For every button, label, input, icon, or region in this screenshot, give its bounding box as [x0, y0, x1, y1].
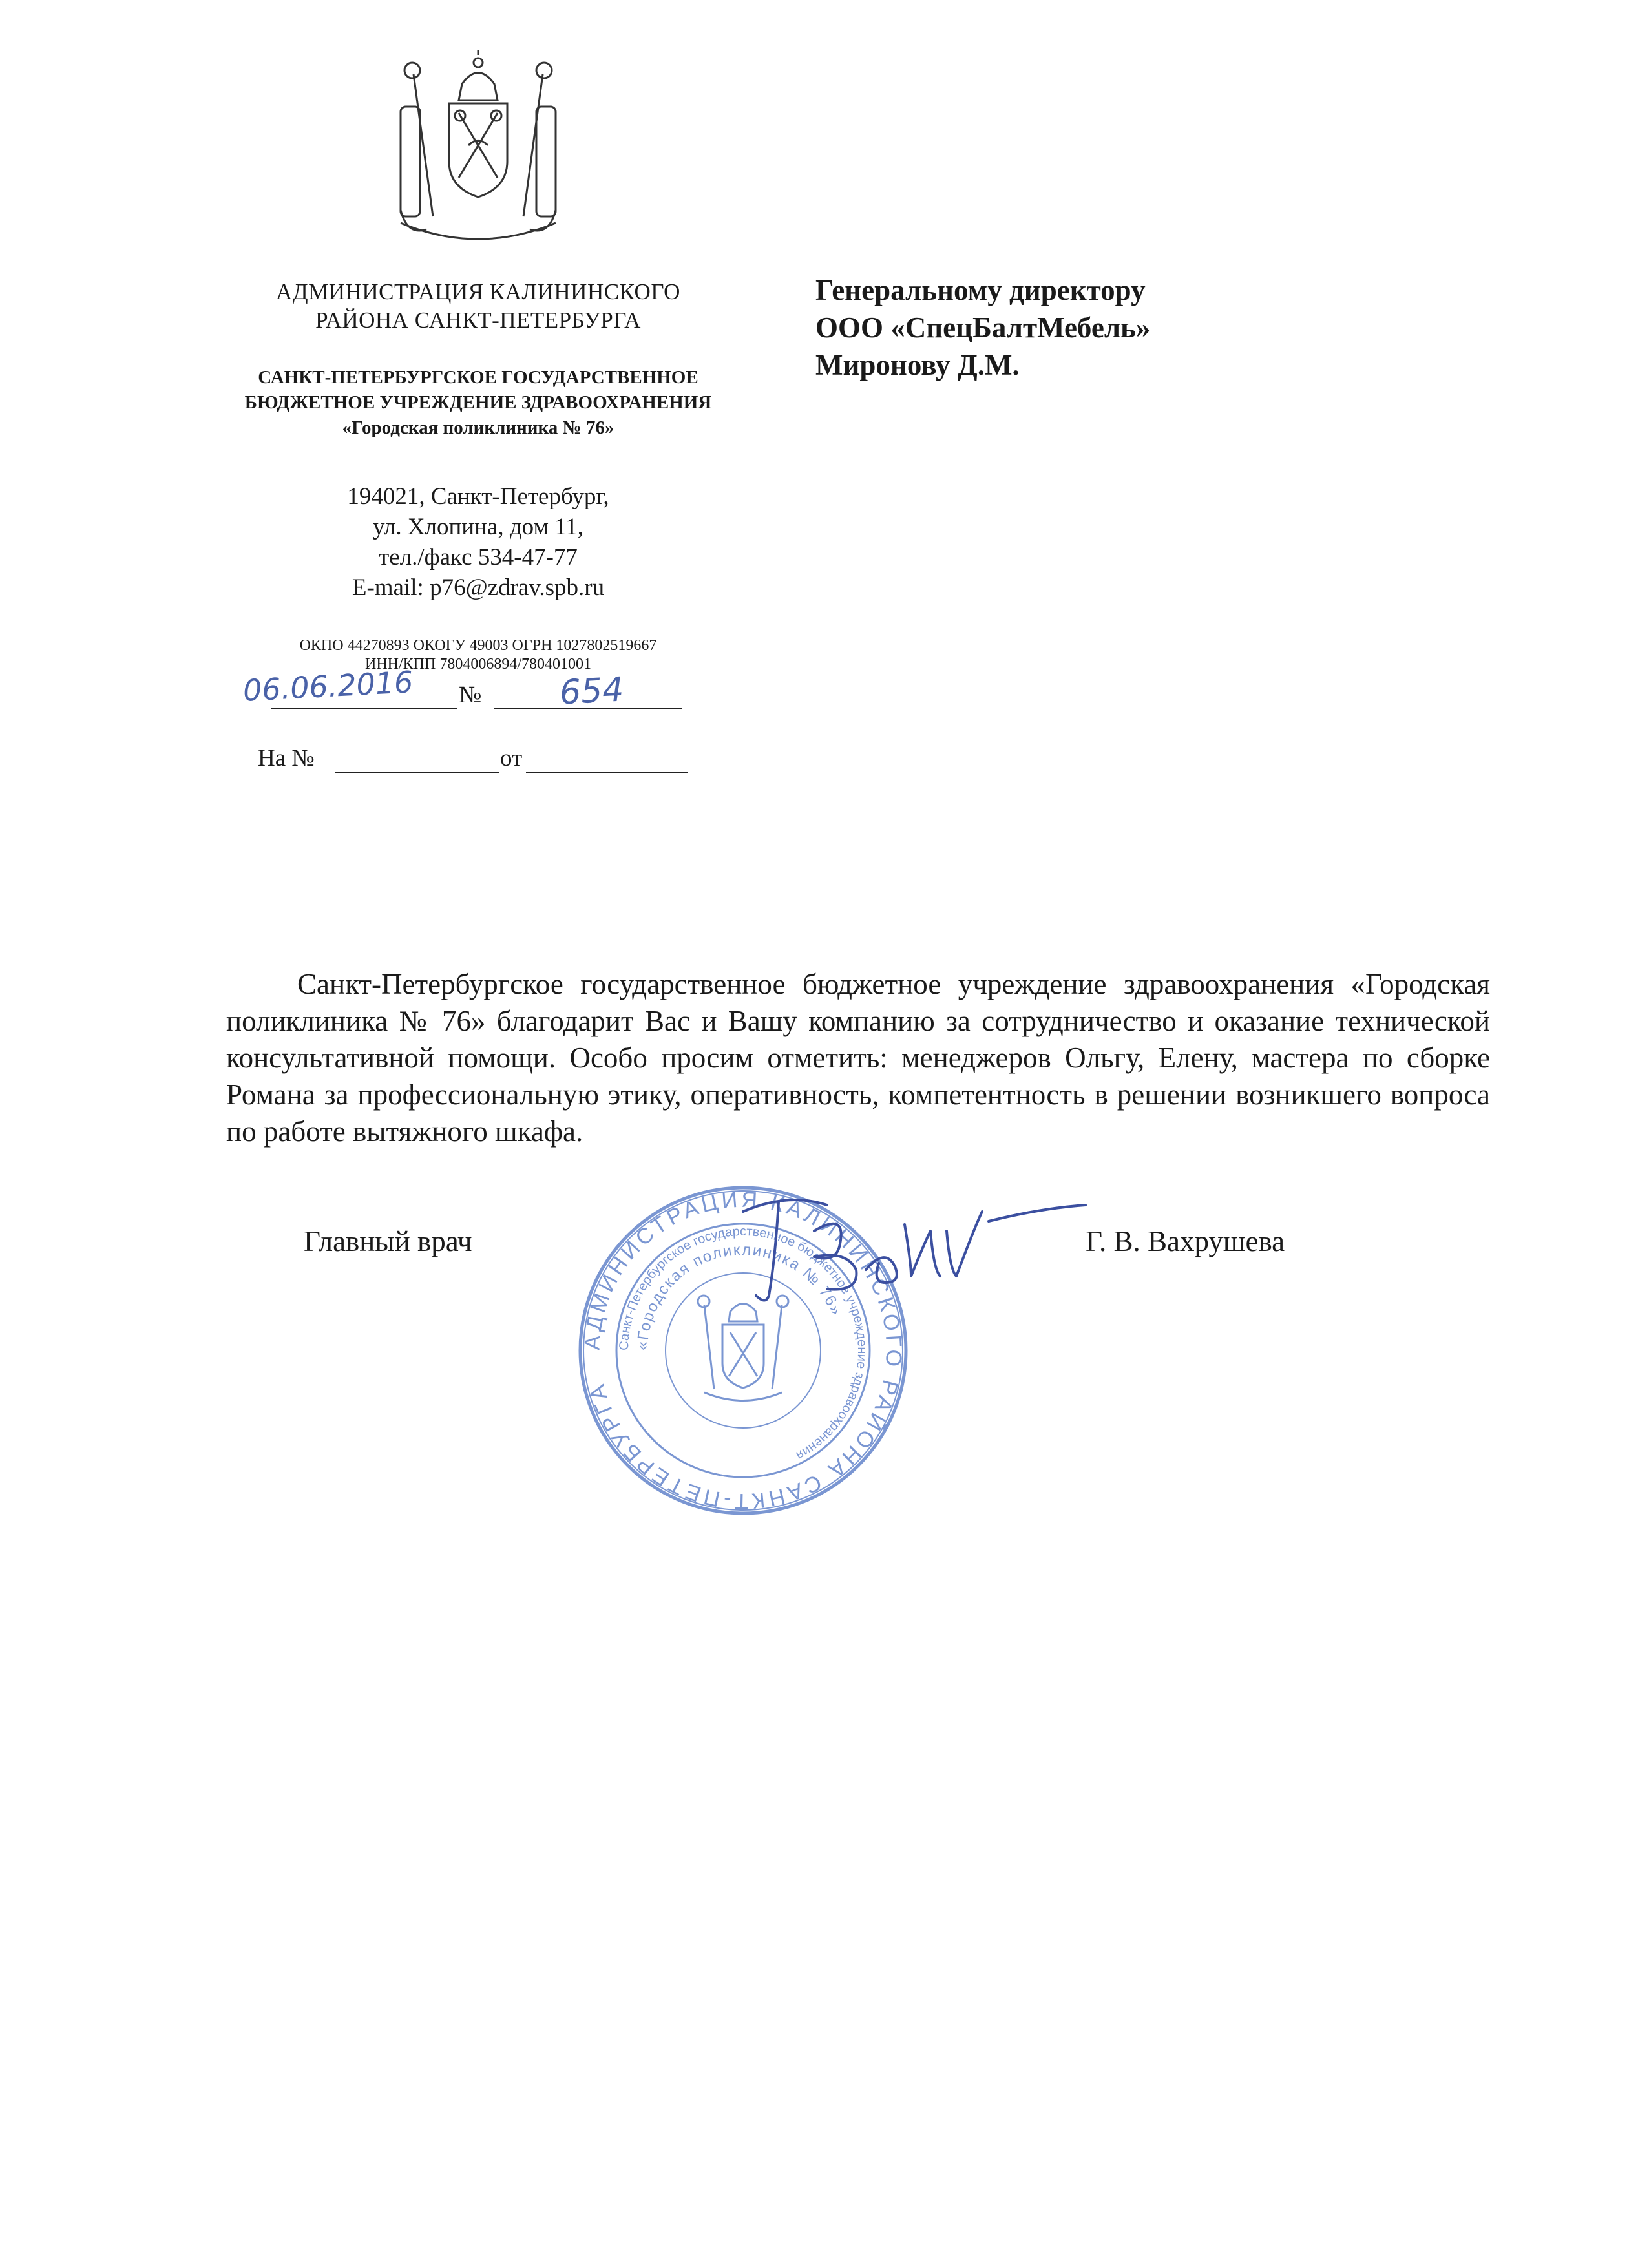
- admin-line-1: АДМИНИСТРАЦИЯ КАЛИНИНСКОГО: [276, 279, 680, 304]
- address-block: [194, 481, 762, 603]
- stamp-middle-text: Санкт-Петербургское государственное бюджетное учреждение здравоохранения: [616, 1224, 870, 1463]
- recipient-block: [815, 271, 1150, 384]
- reference-from-label: от: [500, 745, 523, 772]
- codes-line-1: ОКПО 44270893 ОКОГУ 49003 ОГРН 1027802519667: [299, 637, 657, 654]
- handwritten-date: 06.06.2016: [242, 664, 414, 708]
- codes-line-2: ИНН/КПП 7804006894/780401001: [364, 656, 591, 673]
- address-line-2: ул. Хлопина, дом 11,: [372, 514, 583, 540]
- signature-name: Г. В. Вахрушева: [1086, 1225, 1285, 1257]
- reference-number-line: [335, 772, 499, 773]
- recipient-name: Миронову Д.М.: [815, 349, 1020, 381]
- address-line-3: тел./факс 534-47-77: [379, 544, 578, 571]
- date-underline: [271, 708, 457, 709]
- address-line-1: 194021, Санкт-Петербург,: [347, 483, 609, 510]
- coat-of-arms-emblem: [388, 48, 569, 255]
- handwritten-number: 654: [558, 670, 625, 713]
- number-sign: №: [459, 682, 482, 708]
- reference-label: На №: [258, 745, 315, 772]
- admin-line-2: РАЙОНА САНКТ-ПЕТЕРБУРГА: [315, 308, 641, 333]
- number-underline: [494, 708, 682, 709]
- institution-line-2: БЮДЖЕТНОЕ УЧРЕЖДЕНИЕ ЗДРАВООХРАНЕНИЯ: [244, 392, 712, 413]
- email-line: E-mail: p76@zdrav.spb.ru: [352, 574, 605, 601]
- reference-date-line: [526, 772, 688, 773]
- signature-title: Главный врач: [304, 1225, 472, 1257]
- institution-line-1: САНКТ-ПЕТЕРБУРГСКОЕ ГОСУДАРСТВЕННОЕ: [258, 367, 698, 388]
- stamp-inner-text: «Городская поликлиника № 76»: [633, 1241, 846, 1351]
- letter-body: Санкт-Петербургское государственное бюджетное учреждение здравоохранения «Городская поликлиника № 76» благодарит Вас и Вашу компанию за сотрудничество и оказание технической консультативной помощи. Особо просим отметить: менеджеров Ольгу, Елену, мастера по сборке Романа за профессиональную этику, оперативность, компетентность в решении возникшего вопроса по работе вытяжного шкафа.: [226, 968, 1490, 1148]
- handwritten-signature: [717, 1186, 1092, 1315]
- recipient-company: ООО «СпецБалтМебель»: [815, 311, 1151, 344]
- admin-header: [194, 278, 762, 335]
- institution-line-3: «Городская поликлиника № 76»: [342, 417, 614, 438]
- stamp-outer-text: АДМИНИСТРАЦИЯ КАЛИНИНСКОГО РАЙОНА САНКТ-ПЕТЕРБУРГА: [580, 1187, 907, 1514]
- recipient-position: Генеральному директору: [815, 274, 1146, 306]
- institution-header: [194, 365, 762, 441]
- codes-block: [194, 636, 762, 674]
